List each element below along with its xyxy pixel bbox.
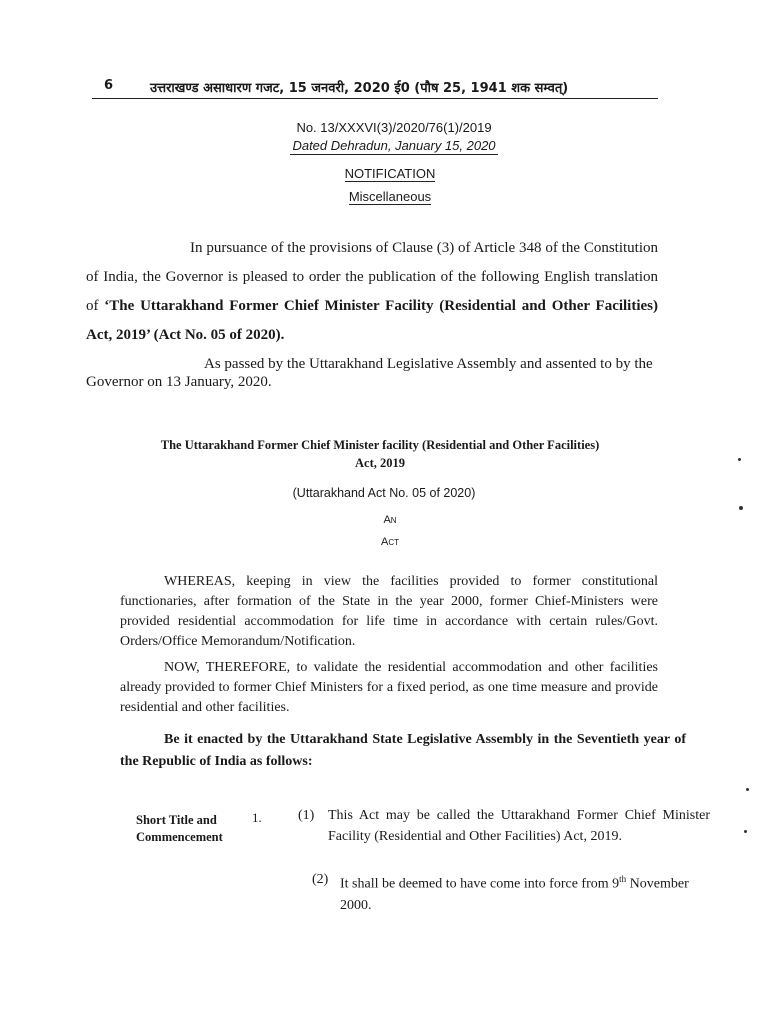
notification-date: Dated Dehradun, January 15, 2020: [292, 138, 496, 153]
section-1-number: 1.: [252, 810, 262, 825]
act-name-bold: ‘The Uttarakhand Former Chief Minister Facility (Residential and Other Facilities) Act, 2019’ (Act No. 05 of 2020).: [86, 298, 659, 343]
whereas-paragraph: WHEREAS, keeping in view the facilities provided to former constitutional functionaries, after formation of the State in the year 2000, former Chief-Ministers were provided residential accommodation for life time in accordance with certain rules/Govt. Orders/Office Memorandum/Notification.: [120, 574, 658, 649]
clause-2: [312, 869, 712, 916]
enacting-formula: Be it enacted by the Uttarakhand State Legislative Assembly in the Seventieth year of the Republic of India as follows:: [120, 732, 686, 769]
scan-speck: [738, 458, 741, 461]
preamble-paragraph-1: In pursuance of the provisions of Clause (3) of Article 348 of the Constitution of India, the Governor is pleased to order the publication of the following English translation of ‘The Uttarakhand Former Chief Minister Facility (Residential and Other Facilities) Act, 2019’ (Act No. 05 of 2020).: [86, 240, 659, 343]
notification-subheading: Miscellaneous: [348, 189, 432, 204]
scan-speck: [739, 506, 743, 510]
clause-2-number: (2): [312, 872, 329, 887]
scan-speck: [744, 830, 747, 833]
clause-1-text: This Act may be called the Uttarakhand Former Chief Minister Facility (Residential and Other Facilities) Act, 2019.: [328, 808, 710, 844]
act-label: Act: [380, 536, 399, 548]
clause-2-text: It shall be deemed to have come into force from 9th November 2000.: [340, 874, 689, 913]
act-title: The Uttarakhand Former Chief Minister facility (Residential and Other Facilities) Act, 2019: [160, 438, 600, 470]
scan-speck: [746, 788, 749, 791]
now-therefore-paragraph: NOW, THEREFORE, to validate the residential accommodation and other facilities already provided to former Chief Ministers for a fixed period, as one time measure and provide residential and other facilities.: [120, 660, 658, 715]
section-1-title: Short Title and Commencement: [136, 813, 223, 844]
page-number: 6: [104, 78, 114, 93]
gazette-header: [92, 74, 658, 99]
clause-1: [298, 805, 710, 847]
act-number: (Uttarakhand Act No. 05 of 2020): [292, 486, 476, 500]
notification-number: No. 13/XXXVI(3)/2020/76(1)/2019: [296, 120, 492, 135]
an-label: An: [383, 514, 397, 526]
notification-heading: NOTIFICATION: [344, 166, 436, 181]
preamble-paragraph-2: As passed by the Uttarakhand Legislative Assembly and assented to by the Governor on 13 January, 2020.: [86, 356, 653, 390]
gazette-line: उत्तराखण्ड असाधारण गजट, 15 जनवरी, 2020 ई0 (पौष 25, 1941 शक सम्वत्): [150, 81, 569, 96]
clause-1-number: (1): [298, 808, 315, 823]
